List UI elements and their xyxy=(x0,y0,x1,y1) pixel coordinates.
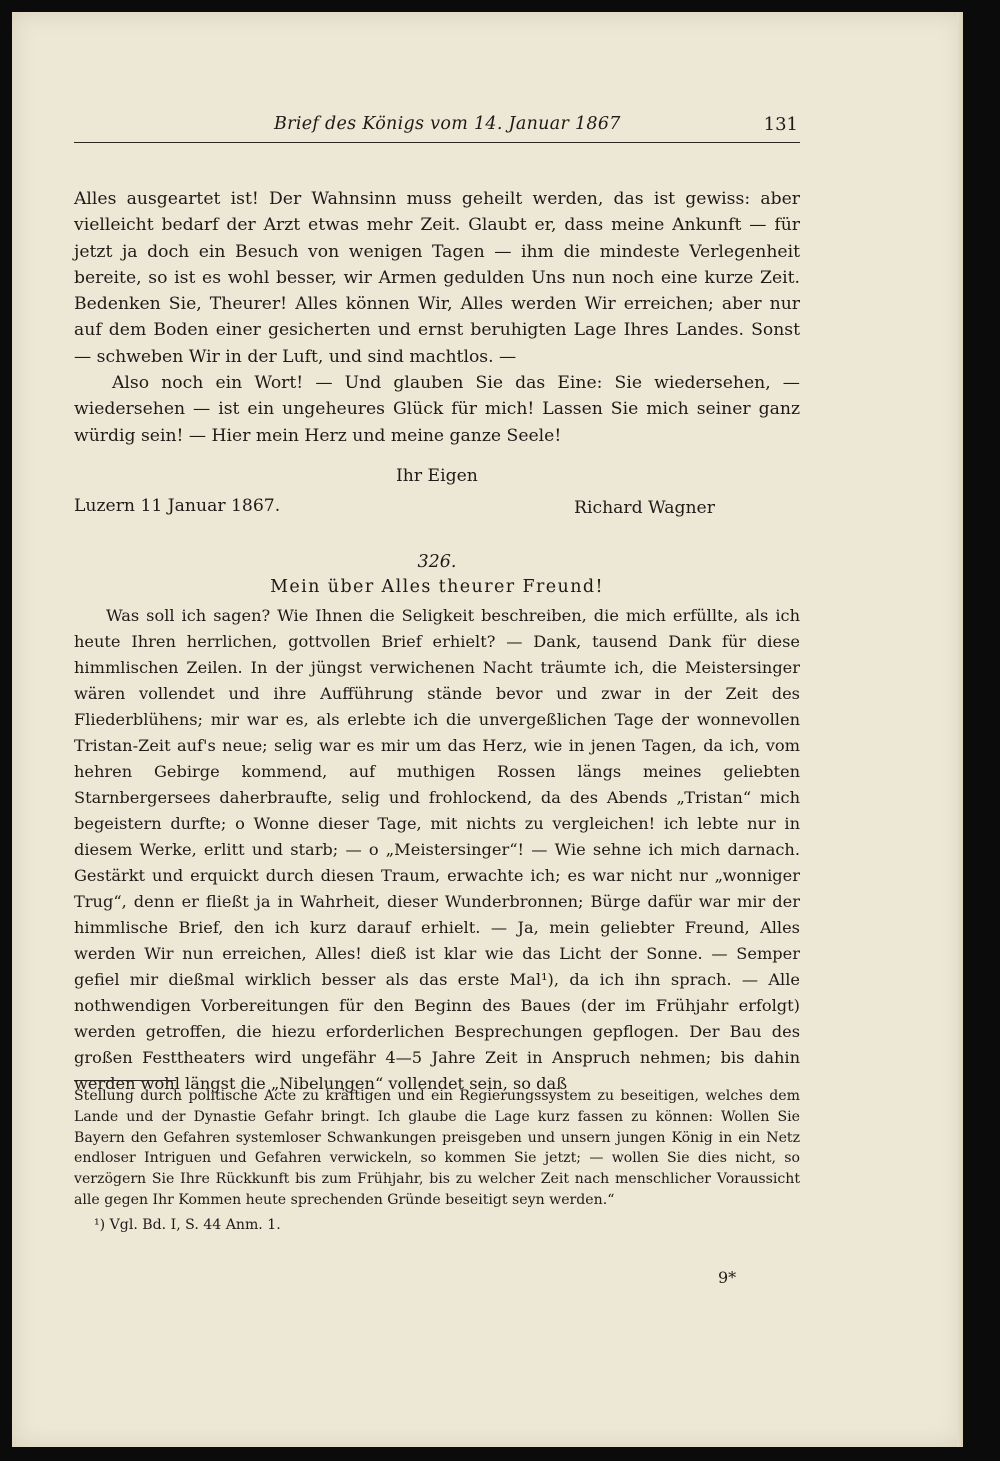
footnote-1: ¹) Vgl. Bd. I, S. 44 Anm. 1. xyxy=(94,1216,281,1233)
letter-number: 326. xyxy=(417,552,457,572)
letter-end-paragraph: Also noch ein Wort! — Und glauben Sie das Eine: Sie wiedersehen, — wiedersehen — ist ein ungeheures Glück für mich! Lassen Sie mich seiner ganz würdig sein! — Hier mein Herz und meine ganze Seele! xyxy=(74,373,800,446)
signature: Richard Wagner xyxy=(574,498,715,518)
letter-end-paragraph: Alles ausgeartet ist! Der Wahnsinn muss geheilt werden, das ist gewiss: aber vielleicht bedarf der Arzt etwas mehr Zeit. Glaubt er, dass meine Ankunft — für jetzt ja doch ein Besuch von wenigen Tagen — ihm die mindeste Verlegenheit bereite, so ist es wohl besser, wir Armen gedulden Uns nun noch eine kurze Zeit. Bedenken Sie, Theurer! Alles können Wir, Alles werden Wir erreichen; aber nur auf dem Boden einer gesicherten und ernst beruhigten Lage Ihres Landes. Sonst — schweben Wir in der Luft, und sind machtlos. — xyxy=(74,189,800,367)
running-title: Brief des Königs vom 14. Januar 1867 xyxy=(274,114,621,134)
salutation: Mein über Alles theurer Freund! xyxy=(270,577,604,597)
signature-mark: 9* xyxy=(718,1268,737,1287)
closing-phrase: Ihr Eigen xyxy=(396,466,478,486)
running-header xyxy=(74,112,800,143)
footnote-rule xyxy=(74,1080,176,1081)
footnotes xyxy=(74,1086,800,1236)
footnote-continued: Stellung durch politische Acte zu kräftigen und ein Regierungssystem zu beseitigen, welches dem Lande und der Dynastie Gefahr bringt. Ich glaube die Lage kurz fassen zu können: Wollen Sie Bayern den Gefahren systemloser Schwankungen preisgeben und unsern jungen König in ein Netz endloser Intriguen und Gefahren verwickeln, so kommen Sie jetzt; — wollen Sie dies nicht, so verzögern Sie Ihre Rückkunft bis zum Frühjahr, bis zu welcher Zeit nach menschlicher Voraussicht alle gegen Ihr Kommen heute sprechenden Gründe beseitigt seyn werden.“ xyxy=(74,1088,800,1208)
letter-end-text xyxy=(74,186,800,449)
page-edge xyxy=(957,12,963,1447)
place-date: Luzern 11 Januar 1867. xyxy=(74,496,281,516)
page-number: 131 xyxy=(763,114,798,135)
letter-body-paragraph: Was soll ich sagen? Wie Ihnen die Seligkeit beschreiben, die mich erfüllte, als ich heute Ihren herrlichen, gottvollen Brief erhielt? — Dank, tausend Dank für diese himmlischen Zeilen. In der jüngst verwichenen Nacht träumte ich, die Meistersinger wären vollendet und ihre Aufführung stände bevor und zwar in der Zeit des Fliederblühens; mir war es, als erlebte ich die unvergeßlichen Tage der wonnevollen Tristan-Zeit auf's neue; selig war es mir um das Herz, wie in jenen Tagen, da ich, vom hehren Gebirge kommend, auf muthigen Rossen längs meines geliebten Starnbergersees daherbraufte, selig und frohlockend, da des Abends „Tristan“ mich begeistern durfte; o Wonne dieser Tage, mit nichts zu vergleichen! ich lebte nur in diesem Werke, erlitt und starb; — o „Meistersinger“! — Wie sehne ich mich darnach. Gestärkt und erquickt durch diesen Traum, erwachte ich; es war nicht nur „wonniger Trug“, denn er fließt ja in Wahrheit, dieser Wunderbronnen; Bürge dafür war mir der himmlische Brief, den ich kurz darauf erhielt. — Ja, mein geliebter Freund, Alles werden Wir nun erreichen, Alles! dieß ist klar wie das Licht der Sonne. — Semper gefiel mir dießmal wirklich besser als das erste Mal¹), da ich ihn sprach. — Alle nothwendigen Vorbereitungen für den Beginn des Baues (der im Frühjahr erfolgt) werden getroffen, die hiezu erforderlichen Besprechungen gepflogen. Der Bau des großen Festtheaters wird ungefähr 4—5 Jahre Zeit in Anspruch nehmen; bis dahin werden wohl längst die „Nibelungen“ vollendet sein, so daß xyxy=(74,606,800,1093)
letter-body xyxy=(74,603,800,1097)
